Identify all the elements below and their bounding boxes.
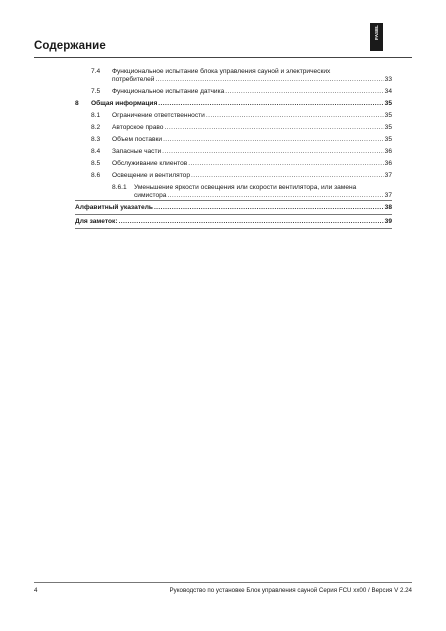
toc-leader (167, 192, 383, 200)
toc-leader (188, 160, 383, 168)
toc-title: Алфавитный указатель (75, 204, 153, 211)
toc-leader (119, 218, 384, 226)
toc-leader (162, 148, 383, 156)
toc-leader (191, 172, 384, 180)
toc-title: Функциональное испытание блока управления сауной и электрических (112, 68, 331, 75)
toc-title: Общая информация (91, 100, 158, 107)
toc-leader (206, 112, 384, 120)
logo-text: FASEL (374, 25, 379, 40)
toc-page-number: 38 (384, 204, 392, 211)
toc-leader (155, 76, 383, 84)
toc-number: 7.4 (91, 68, 101, 75)
toc-leader (164, 124, 383, 132)
section-divider (75, 228, 392, 229)
toc-number: 7.5 (91, 88, 101, 95)
toc-title: Обслуживание клиентов (112, 160, 188, 167)
toc-page-number: 37 (384, 172, 392, 179)
toc-page-number: 35 (384, 112, 392, 119)
toc-number: 8.2 (91, 124, 101, 131)
toc-title-continued: потребителей (112, 76, 155, 83)
toc-page-number: 34 (384, 88, 392, 95)
toc-number: 8 (75, 100, 79, 107)
toc-page-number: 36 (384, 148, 392, 155)
toc-title-continued: симистора (134, 192, 167, 199)
toc-title: Функциональное испытание датчика (112, 88, 225, 95)
page-title: Содержание (34, 40, 106, 52)
toc-page-number: 39 (384, 218, 392, 225)
toc-title: Ограничение ответственности (112, 112, 205, 119)
toc-page-number: 35 (384, 100, 392, 107)
toc-number: 8.1 (91, 112, 101, 119)
section-divider (75, 214, 392, 215)
toc-leader (163, 136, 384, 144)
footer-document-title: Руководство по установке Блок управления сауной Серия FCU xx00 / Версия V 2.24 (169, 587, 412, 594)
toc-number: 8.5 (91, 160, 101, 167)
toc-leader (225, 88, 383, 96)
toc-title: Запасные части (112, 148, 162, 155)
section-divider (75, 200, 392, 201)
toc-title: Уменьшение яркости освещения или скорости вентилятора, или замена (134, 184, 357, 191)
toc-number: 8.6.1 (112, 184, 127, 191)
toc-leader (158, 100, 383, 108)
toc-title: Авторское право (112, 124, 164, 131)
toc-title: Для заметок: (75, 218, 118, 225)
toc-title: Объем поставки (112, 136, 163, 143)
toc-page-number: 35 (384, 124, 392, 131)
toc-number: 8.4 (91, 148, 101, 155)
toc-page-number: 37 (384, 192, 392, 199)
toc-page-number: 36 (384, 160, 392, 167)
toc-leader (154, 204, 384, 212)
footer-divider (34, 582, 412, 583)
footer-page-number: 4 (34, 587, 38, 594)
toc-number: 8.6 (91, 172, 101, 179)
toc-page-number: 35 (384, 136, 392, 143)
toc-title: Освещение и вентилятор (112, 172, 191, 179)
toc-number: 8.3 (91, 136, 101, 143)
toc-page-number: 33 (384, 76, 392, 83)
